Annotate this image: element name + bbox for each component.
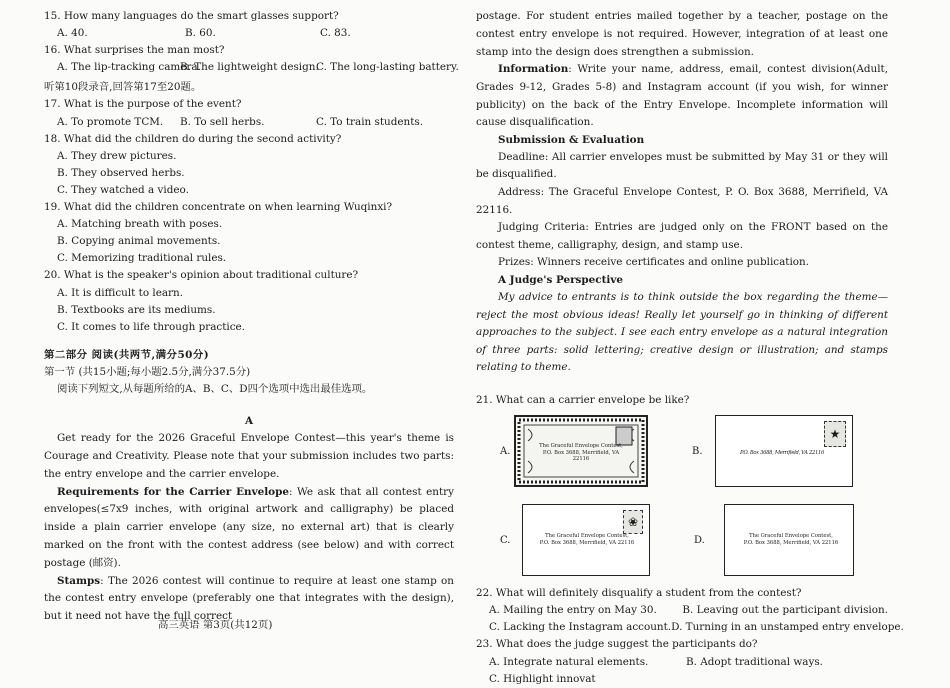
information-text: : Write your name, address, email, contest division(Adult, Grades 9-12, Grades 5-8) and Instagram account (if you wish, for winner publicity) on the back of the Entry Envelope. Incomplete information will cause disqualification.	[476, 63, 888, 129]
question-22-options-cd	[476, 619, 904, 636]
option-b[interactable]: B. Leaving out the participant division.	[682, 604, 888, 617]
submission-evaluation-heading: Submission & Evaluation	[498, 133, 645, 146]
option-b[interactable]: B. Copying animal movements.	[57, 235, 221, 248]
option-b[interactable]: B. To sell herbs.	[180, 115, 265, 128]
question-23-options-ab	[476, 654, 888, 671]
option-c[interactable]: C. The long-lasting battery.	[316, 61, 459, 74]
option-b[interactable]: B. They observed herbs.	[57, 166, 185, 179]
envelope-address: The Graceful Envelope Contest, P.O. Box 3688, Merrifield, VA 22116	[539, 533, 635, 546]
question-15-stem: 15. How many languages do the smart glasses support?	[44, 10, 339, 22]
question-22-options-ab	[476, 602, 888, 619]
option-a[interactable]: A. Integrate natural elements.	[489, 655, 649, 668]
question-21-stem: 21. What can a carrier envelope be like?	[476, 394, 690, 407]
option-a[interactable]: A. To promote TCM.	[57, 115, 164, 128]
option-c[interactable]: C. Lacking the Instagram account.	[489, 621, 672, 634]
option-a[interactable]: A. The lip-tracking camera.	[57, 61, 201, 74]
envelope-d-label[interactable]: D.	[694, 534, 705, 546]
envelope-address: The Graceful Envelope Contest, P.O. Box 3688, Merrifield, VA 22116	[743, 533, 839, 546]
recording-10-instruction: 听第10段录音,回答第17至20题。	[44, 81, 202, 94]
option-d[interactable]: D. Turning in an unstamped entry envelope.	[671, 621, 904, 634]
passage-paragraph-2	[44, 484, 454, 573]
question-20-stem: 20. What is the speaker's opinion about traditional culture?	[44, 269, 359, 282]
option-c[interactable]: C. Memorizing traditional rules.	[57, 252, 227, 265]
option-a[interactable]: A. 40.	[57, 27, 88, 40]
envelope-option-d[interactable]	[724, 504, 854, 576]
option-b[interactable]: B. Adopt traditional ways.	[686, 655, 823, 668]
question-16-stem: 16. What surprises the man most?	[44, 44, 225, 57]
left-column	[44, 8, 459, 626]
option-c[interactable]: C. To train students.	[316, 115, 424, 128]
option-a[interactable]: A. It is difficult to learn.	[57, 286, 184, 299]
information-heading: Information	[498, 63, 569, 76]
page-footer: 高三英语 第3页(共12页)	[158, 619, 273, 631]
section-one-heading: 第一节 (共15小题;每小题2.5分,满分37.5分)	[44, 365, 251, 378]
question-15-options	[44, 25, 454, 42]
deadline-text: Deadline: All carrier envelopes must be submitted by May 31 or they will be disqualified.	[476, 150, 888, 181]
question-18-stem: 18. What did the children do during the second activity?	[44, 132, 342, 145]
judge-perspective-heading: A Judge's Perspective	[498, 274, 624, 287]
option-c[interactable]: C. 83.	[320, 27, 351, 40]
envelope-script-address: P.O. Box 3688, Merrifield, VA 22116	[740, 450, 825, 457]
option-c[interactable]: C. It comes to life through practice.	[57, 320, 245, 333]
envelope-address: The Graceful Envelope Contest, P.O. Box 3688, Merrifield, VA 22116	[539, 443, 623, 462]
part-two-heading: 第二部分 阅读(共两节,满分50分)	[44, 348, 210, 361]
question-23-options-c	[476, 671, 888, 688]
prizes-text: Prizes: Winners receive certificates and online publication.	[498, 256, 810, 269]
envelope-row-cd	[476, 504, 888, 576]
option-c[interactable]: C. They watched a video.	[57, 183, 189, 196]
judge-perspective-text: My advice to entrants is to think outside the box regarding the theme—reject the most obvious ideas! Really let yourself go in thinking of different approaches to the subject. I see each entry envelope as a natural integration of three parts: solid lettering; creative design or illustration; and stamps relating to theme.	[476, 291, 888, 374]
passage-letter: A	[244, 415, 254, 428]
passage-paragraph-4: postage. For student entries mailed together by a teacher, postage on the contest entry envelope is not required. However, integration of at least one stamp into the design does strengthen a submission.	[476, 10, 888, 58]
envelope-option-b[interactable]	[715, 415, 853, 487]
envelope-option-a[interactable]	[514, 415, 648, 487]
option-a[interactable]: A. They drew pictures.	[57, 149, 177, 162]
stamps-heading: Stamps	[57, 574, 101, 587]
option-b[interactable]: B. Textbooks are its mediums.	[57, 303, 216, 316]
option-b[interactable]: B. 60.	[185, 27, 216, 40]
envelope-option-c[interactable]	[522, 504, 650, 576]
flower-stamp-icon: ❀	[623, 510, 643, 534]
question-19-stem: 19. What did the children concentrate on when learning Wuqinxi?	[44, 201, 393, 214]
judging-criteria-text: Judging Criteria: Entries are judged only on the FRONT based on the contest theme, calligraphy, design, and stamp use.	[476, 221, 888, 251]
option-a[interactable]: A. Matching breath with poses.	[57, 218, 223, 231]
address-text: Address: The Graceful Envelope Contest, P. O. Box 3688, Merrifield, VA 22116.	[476, 186, 888, 216]
question-22-stem: 22. What will definitely disqualify a student from the contest?	[476, 587, 802, 600]
right-column	[476, 8, 904, 688]
question-23-stem: 23. What does the judge suggest the participants do?	[476, 638, 758, 651]
question-16-options	[44, 59, 459, 76]
carrier-envelope-heading: Requirements for the Carrier Envelope	[57, 485, 289, 498]
reading-instruction: 阅读下列短文,从每题所给的A、B、C、D四个选项中选出最佳选项。	[57, 382, 373, 395]
passage-paragraph-1: Get ready for the 2026 Graceful Envelope Contest—this year's theme is Courage and Creativity. Please note that your submission includes two parts: the entry envelope and the carrier envelope.	[44, 432, 454, 480]
question-17-options	[44, 114, 454, 131]
question-17-stem: 17. What is the purpose of the event?	[44, 98, 242, 111]
stamps-text: : The 2026 contest will continue to require at least one stamp on the contest entry envelope (preferably one that integrates with the design), but it need not have the full correct	[44, 574, 454, 623]
option-b[interactable]: B. The lightweight design.	[180, 61, 319, 74]
information-paragraph	[476, 61, 888, 131]
envelope-a-label[interactable]: A.	[500, 445, 511, 457]
carrier-envelope-text: : We ask that all contest entry envelopes(≤7x9 inches, with original artwork and calligraphy) be placed inside a plain carrier envelope (any size, no external art) that is clearly marked on the front with the contest address (see below) and with correct postage (邮资).	[44, 485, 454, 569]
envelope-b-label[interactable]: B.	[692, 445, 703, 457]
option-a[interactable]: A. Mailing the entry on May 30.	[489, 604, 657, 617]
envelope-c-label[interactable]: C.	[500, 534, 511, 546]
envelope-row-ab	[476, 415, 888, 487]
star-stamp-icon: ★	[824, 421, 846, 447]
option-c[interactable]: C. Highlight innovat	[489, 672, 596, 685]
